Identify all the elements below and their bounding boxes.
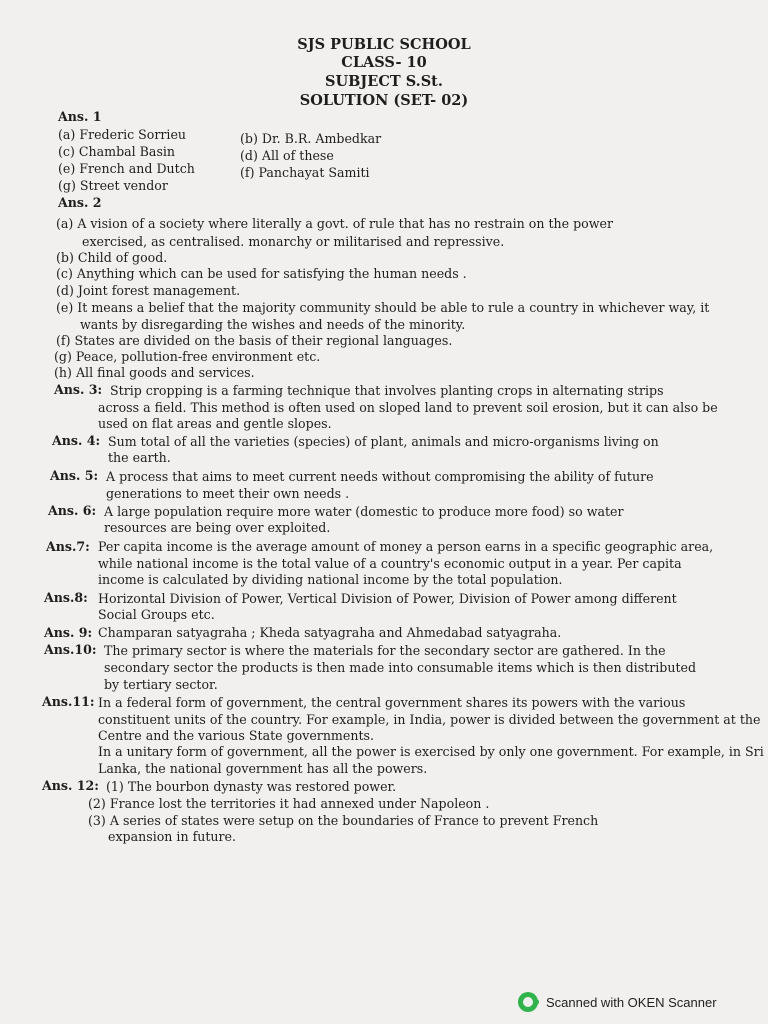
ans3-line1: Strip cropping is a farming technique that involves planting crops in alternating strips (110, 383, 664, 398)
ans1-f: (f) Panchayat Samiti (240, 165, 370, 180)
ans9-line1: Champaran satyagraha ; Kheda satyagraha and Ahmedabad satyagraha. (98, 625, 562, 640)
ans12-line3: (3) A series of states were setup on the boundaries of France to prevent French (88, 813, 599, 828)
ans2-d: (d) Joint forest management. (56, 283, 241, 298)
ans7-line1: Per capita income is the average amount of money a person earns in a specific geographic area, (98, 539, 714, 554)
ans2-h: (h) All final goods and services. (54, 365, 255, 380)
ans1-label: Ans. 1 (58, 109, 102, 124)
ans6-label: Ans. 6: (48, 503, 97, 518)
ans2-a-line2: exercised, as centralised. monarchy or militarised and repressive. (82, 234, 505, 249)
ans2-e-line1: (e) It means a belief that the majority community should be able to rule a country in whichever way, it (56, 300, 710, 315)
subject-label: SUBJECT S.St. (325, 73, 443, 90)
ans6-line2: resources are being over exploited. (104, 520, 331, 535)
ans3-line2: across a field. This method is often used on sloped land to prevent soil erosion, but it can also be (98, 400, 718, 415)
ans8-label: Ans.8: (44, 590, 88, 605)
ans6-line1: A large population require more water (domestic to produce more food) so water (104, 504, 624, 519)
ans2-g: (g) Peace, pollution-free environment etc. (54, 349, 321, 364)
ans5-label: Ans. 5: (50, 468, 99, 483)
ans7-line2: while national income is the total value of a country's economic output in a year. Per capita (98, 556, 682, 571)
ans1-e: (e) French and Dutch (58, 161, 195, 176)
ans11-label: Ans.11: (42, 694, 95, 709)
ans2-label: Ans. 2 (58, 195, 102, 210)
ans1-g: (g) Street vendor (58, 178, 168, 193)
ans8-line2: Social Groups etc. (98, 607, 215, 622)
ans10-line3: by tertiary sector. (104, 677, 218, 692)
scanner-watermark (518, 992, 717, 1012)
ans5-line1: A process that aims to meet current needs without compromising the ability of future (106, 469, 654, 484)
ans3-label: Ans. 3: (54, 382, 103, 397)
ans10-line2: secondary sector the products is then made into consumable items which is then distributed (104, 660, 697, 675)
ans2-a-line1: (a) A vision of a society where literally a govt. of rule that has no restrain on the power (56, 216, 613, 231)
ans12-line4: expansion in future. (108, 829, 236, 844)
ans1-c: (c) Chambal Basin (58, 144, 176, 159)
ans8-line1: Horizontal Division of Power, Vertical Division of Power, Division of Power among different (98, 591, 677, 606)
ans1-a: (a) Frederic Sorrieu (58, 127, 187, 142)
ans3-line3: used on flat areas and gentle slopes. (98, 416, 332, 431)
ans11-line3: Centre and the various State governments. (98, 728, 374, 743)
ans12-line1: (1) The bourbon dynasty was restored power. (106, 779, 397, 794)
ans1-d: (d) All of these (240, 148, 334, 163)
ans12-line2: (2) France lost the territories it had annexed under Napoleon . (88, 796, 490, 811)
ans12-label: Ans. 12: (42, 778, 99, 793)
ans2-f: (f) States are divided on the basis of their regional languages. (56, 333, 453, 348)
ans4-line2: the earth. (108, 450, 171, 465)
ans2-b: (b) Child of good. (56, 250, 168, 265)
ans9-label: Ans. 9: (44, 625, 93, 640)
ans10-line1: The primary sector is where the materials for the secondary sector are gathered. In the (104, 643, 666, 658)
ans2-e-line2: wants by disregarding the wishes and needs of the minority. (80, 317, 466, 332)
ans4-line1: Sum total of all the varieties (species) of plant, animals and micro-organisms living on (108, 434, 659, 449)
scanner-text: Scanned with OKEN Scanner (546, 994, 717, 1010)
ans10-label: Ans.10: (44, 642, 97, 657)
ans7-line3: income is calculated by dividing national income by the total population. (98, 572, 563, 587)
ans2-c: (c) Anything which can be used for satisfying the human needs . (56, 266, 467, 281)
solution-title: SOLUTION (SET- 02) (299, 92, 469, 109)
ans11-line5: Lanka, the national government has all the powers. (98, 761, 428, 776)
ans1-b: (b) Dr. B.R. Ambedkar (240, 131, 382, 146)
ans4-label: Ans. 4: (52, 433, 101, 448)
ans11-line4: In a unitary form of government, all the power is exercised by only one government. For example, in Sri (98, 744, 764, 759)
ans5-line2: generations to meet their own needs . (106, 486, 350, 501)
school-name: SJS PUBLIC SCHOOL (297, 36, 471, 53)
oken-scanner-logo-icon (518, 992, 538, 1012)
ans11-line2: constituent units of the country. For example, in India, power is divided between the government at the (98, 712, 761, 727)
ans7-label: Ans.7: (46, 539, 90, 554)
ans11-line1: In a federal form of government, the central government shares its powers with the various (98, 695, 686, 710)
class-label: CLASS- 10 (341, 54, 427, 71)
